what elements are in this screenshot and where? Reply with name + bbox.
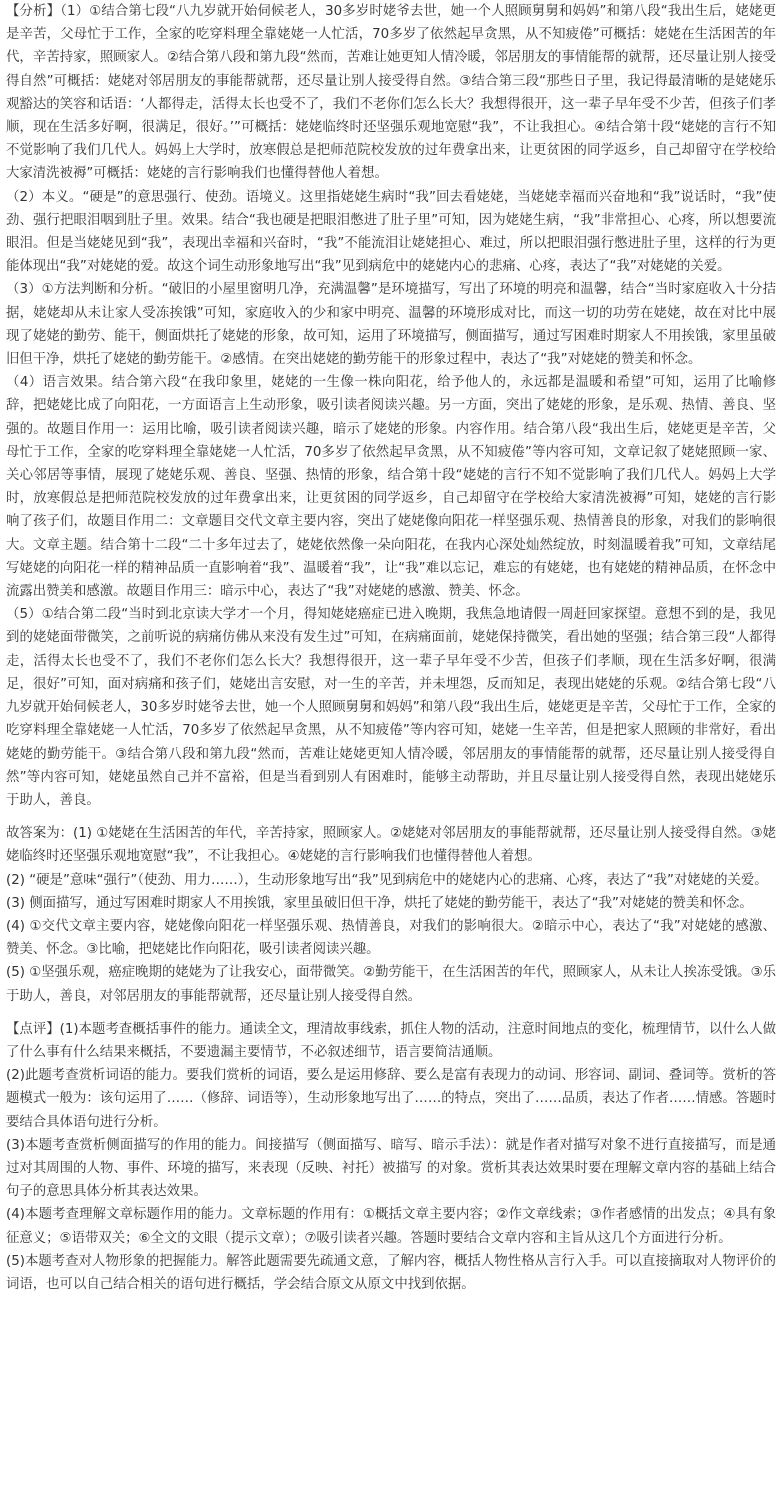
section-gap (6, 812, 776, 822)
analysis-paragraph-5: （5）①结合第二段“当时到北京读大学才一个月，得知姥姥癌症已进入晚期，我焦急地请假一周赶回家探望。意想不到的是，我见到的姥姥面带微笑，之前听说的病痛仿佛从来没有发生过”可知，在病痛面前，姥姥保持微笑，看出她的坚强；结合第三段“人都得走，活得太长也受不了，我们不老你们怎么长大？我想得很开，这一辈子早年受不少苦，但孩子们孝顺，现在生活多好啊，很满足，很好”可知，面对病痛和孩子们，姥姥出言安慰，对一生的辛苦，并未埋怨，反而知足，表现出姥姥的乐观。②结合第七段“八九岁就开始伺候老人，30多岁时姥爷去世，她一个人照顾舅舅和妈妈”和第八段“我出生后，姥姥更是辛苦，父母忙于工作，全家的吃穿料理全靠姥姥一人忙活，70多岁了依然起早贪黑，从不知疲倦”等内容可知，姥姥一生辛苦，但是把家人照顾的非常好，看出姥姥的勤劳能干。③结合第八段和第九段“然而，苦难让姥姥更知人情冷暖，邻居朋友的事情能帮的就帮，还尽量让别人接受得自然”等内容可知，姥姥虽然自己并不富裕，但是当看到别人有困难时，能够主动帮助，并且尽量让别人接受得自然，表现出姥姥乐于助人，善良。 (6, 607, 776, 808)
comment-paragraph-1: 【点评】(1)本题考查概括事件的能力。通读全文，理清故事线索，抓住人物的活动，注意时间地点的变化，梳理情节，以什么人做了什么事有什么结果来概括，不要遗漏主要情节，不必叙述细节，语言要简洁通顺。 (6, 1021, 776, 1060)
answer-paragraph-2: (2) “硬是”意味“强行”（使劲、用力……），生动形象地写出“我”见到病危中的姥姥内心的悲痛、心疼，表达了“我”对姥姥的关爱。 (6, 872, 768, 888)
comment-section (6, 1018, 776, 1296)
analysis-section (6, 0, 776, 812)
answer-paragraph-5: (5) ①坚强乐观，癌症晚期的姥姥为了让我安心，面带微笑。②勤劳能干，在生活困苦的年代，照顾家人，从未让人挨冻受饿。③乐于助人，善良，对邻居朋友的事能帮就帮，还尽量让别人接受得自然。 (6, 965, 776, 1004)
comment-paragraph-4: (4)本题考查理解文章标题作用的能力。文章标题的作用有：①概括文章主要内容；②作文章线索；③作者感情的出发点；④具有象征意义；⑤语带双关；⑥全文的文眼（提示文章）；⑦吸引读者兴趣。答题时要结合文章内容和主旨从这几个方面进行分析。 (6, 1207, 776, 1246)
analysis-paragraph-2: （2）本义。“硬是”的意思强行、使劲。语境义。这里指姥姥生病时“我”回去看姥姥，当姥姥幸福而兴奋地和“我”说话时，“我”使劲、强行把眼泪咽到肚子里。效果。结合“我也硬是把眼泪憋进了肚子里”可知，因为姥姥生病，“我”非常担心、心疼，所以想要流眼泪。但是当姥姥见到“我”，表现出幸福和兴奋时，“我”不能流泪让姥姥担心、难过，所以把眼泪强行憋进肚子里，这样的行为更能体现出“我”对姥姥的爱。故这个词生动形象地写出“我”见到病危中的姥姥内心的悲痛、心疼，表达了“我”对姥姥的关爱。 (6, 189, 776, 275)
analysis-paragraph-1: 【分析】（1）①结合第七段“八九岁就开始伺候老人，30多岁时姥爷去世，她一个人照顾舅舅和妈妈”和第八段“我出生后，姥姥更是辛苦，父母忙于工作，全家的吃穿料理全靠姥姥一人忙活，70多岁了依然起早贪黑，从不知疲倦”可概括：姥姥在生活困苦的年代，辛苦持家，照顾家人。②结合第八段和第九段“然而，苦难让她更知人情冷暖，邻居朋友的事情能帮的就帮，还尽量让别人接受得自然”可概括：姥姥对邻居朋友的事能帮就帮，还尽量让别人接受得自然。③结合第三段“那些日子里，我记得最清晰的是姥姥乐观豁达的笑容和话语：‘人都得走，活得太长也受不了，我们不老你们怎么长大？我想得很开，这一辈子早年受不少苦，但孩子们孝顺，现在生活多好啊，很满足，很好。’”可概括：姥姥临终时还坚强乐观地宽慰“我”，不让我担心。④结合第十段“姥姥的言行不知不觉影响了我们几代人。妈妈上大学时，放寒假总是把师范院校发放的过年费拿出来，让更贫困的同学返乡，自己却留守在学校给大家清洗被褥”可概括：姥姥的言行影响我们也懂得替他人着想。 (6, 4, 776, 182)
comment-paragraph-2: (2)此题考查赏析词语的能力。要我们赏析的词语，要么是运用修辞、要么是富有表现力的动词、形容词、副词、叠词等。赏析的答题模式一般为：该句运用了……（修辞、词语等），生动形象地写出了……的特点，突出了……品质，表达了作者……情感。答题时要结合具体语句进行分析。 (6, 1068, 776, 1130)
answer-section (6, 822, 776, 1008)
answer-paragraph-3: (3) 侧面描写，通过写困难时期家人不用挨饿，家里虽破旧但干净，烘托了姥姥的勤劳能干，表达了“我”对姥姥的赞美和怀念。 (6, 895, 753, 911)
answer-paragraph-4: (4) ①交代文章主要内容，姥姥像向阳花一样坚强乐观、热情善良，对我们的影响很大。②暗示中心，表达了“我”对姥姥的感激、赞美、怀念。③比喻，把姥姥比作向阳花，吸引读者阅读兴趣。 (6, 918, 776, 958)
section-gap (6, 1008, 776, 1018)
answer-paragraph-1: 故答案为：(1) ①姥姥在生活困苦的年代，辛苦持家，照顾家人。②姥姥对邻居朋友的事能帮就帮，还尽量让别人接受得自然。③姥姥临终时还坚强乐观地宽慰“我”，不让我担心。④姥姥的言行影响我们也懂得替他人着想。 (6, 826, 776, 865)
analysis-paragraph-3: （3）①方法判断和分析。“破旧的小屋里窗明几净，充满温馨”是环境描写，写出了环境的明亮和温馨，结合“当时家庭收入十分拮据，姥姥却从未让家人受冻挨饿”可知，家庭收入的少和家中明亮、温馨的环境形成对比，而这一切的功劳在姥姥，故在对比中展现了姥姥的勤劳、能干，侧面烘托了姥姥的形象，故可知，运用了环境描写，侧面描写，通过写困难时期家人不用挨饿，家里虽破旧但干净，烘托了姥姥的勤劳能干。②感情。在突出姥姥的勤劳能干的形象过程中，表达了“我”对姥姥的赞美和怀念。 (6, 282, 776, 368)
comment-paragraph-5: (5)本题考查对人物形象的把握能力。解答此题需要先疏通文意，了解内容，概括人物性格从言行入手。可以直接摘取对人物评价的词语，也可以自己结合相关的语句进行概括，学会结合原文从原文中找到依据。 (6, 1253, 776, 1292)
analysis-paragraph-4: （4）语言效果。结合第六段“在我印象里，姥姥的一生像一株向阳花，给予他人的，永远都是温暖和希望”可知，运用了比喻修辞，把姥姥比成了向阳花，一方面语言上生动形象，吸引读者阅读兴趣。另一方面，突出了姥姥的形象，是乐观、热情、善良、坚强的。故题目作用一：运用比喻，吸引读者阅读兴趣，暗示了姥姥的形象。内容作用。结合第八段“我出生后，姥姥更是辛苦，父母忙于工作，全家的吃穿料理全靠姥姥一人忙活，70多岁了依然起早贪黑，从不知疲倦”等内容可知，文章记叙了姥姥照顾一家、关心邻居等事情，展现了姥姥乐观、善良、坚强、热情的形象，结合第十段“姥姥的言行不知不觉影响了我们几代人。妈妈上大学时，放寒假总是把师范院校发放的过年费拿出来，让更贫困的同学返乡，自己却留守在学校给大家清洗被褥”可知，姥姥的言行影响了孩子们，故题目作用二：文章题目交代文章主要内容，突出了姥姥像向阳花一样坚强乐观、热情善良的形象，对我们的影响很大。文章主题。结合第十二段“二十多年过去了，姥姥依然像一朵向阳花，在我内心深处灿然绽放，时刻温暖着我”可知，文章结尾写姥姥的向阳花一样的精神品质一直影响着“我”、温暖着“我”，让“我”难以忘记，难忘的有姥姥，也有姥姥的精神品质，在怀念中流露出赞美和感激。故题目作用三：暗示中心，表达了“我”对姥姥的感激、赞美、怀念。 (6, 375, 776, 600)
comment-paragraph-3: (3)本题考查赏析侧面描写的作用的能力。间接描写（侧面描写、暗写、暗示手法）：就是作者对描写对象不进行直接描写，而是通过对其周围的人物、事件、环境的描写，来表现（反映、衬托）被描写 的对象。赏析其表达效果时要在理解文章内容的基础上结合句子的意思具体分析其表达效果。 (6, 1137, 776, 1200)
